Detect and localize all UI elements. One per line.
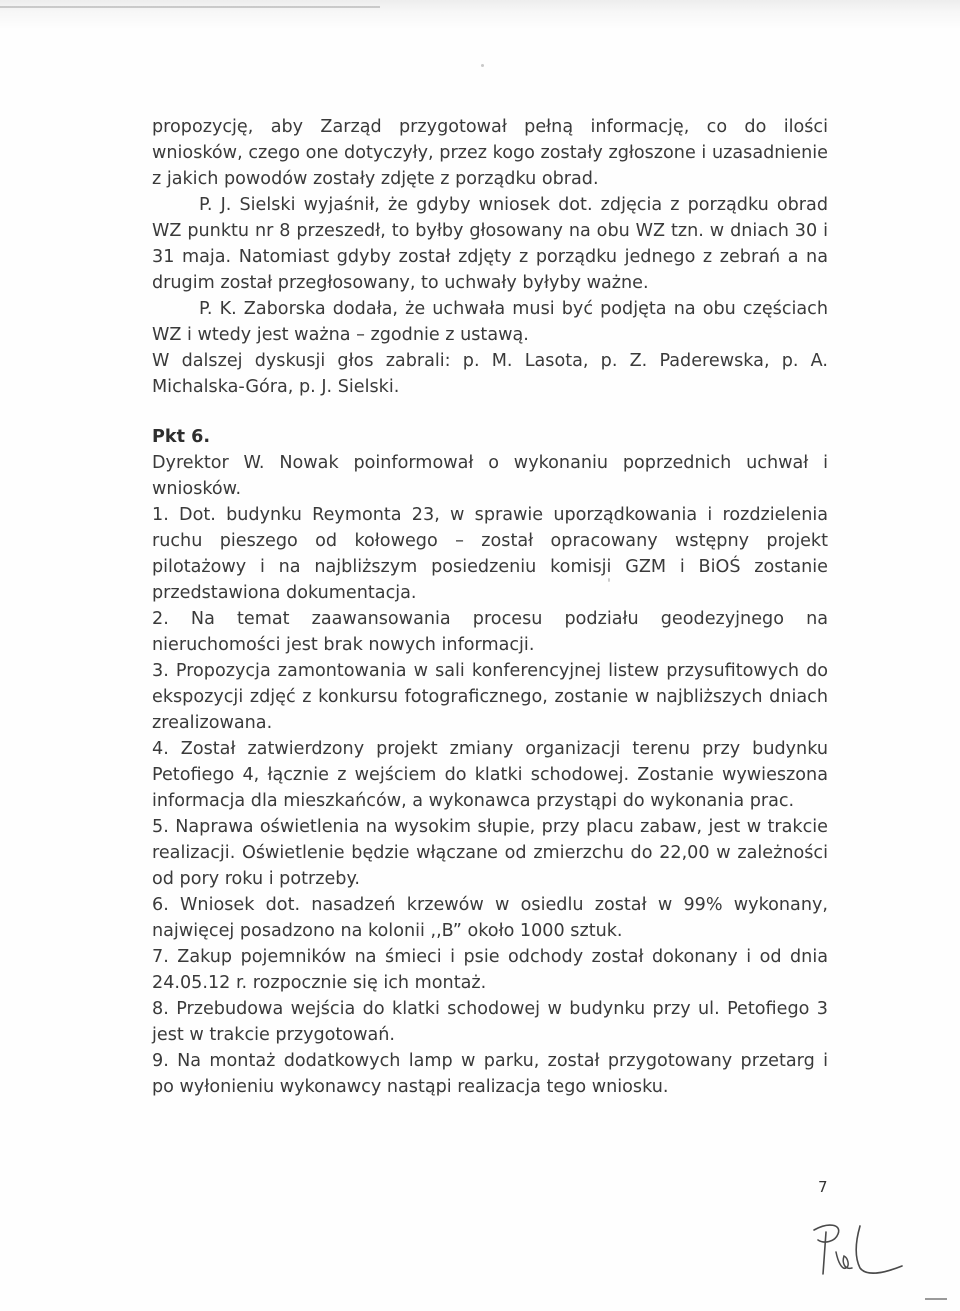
paragraph-zaborska-addition: P. K. Zaborska dodała, że uchwała musi być podjęta na obu częściach WZ i wtedy jest ważna – zgodnie z ustawą. (152, 299, 828, 345)
handwritten-initials (808, 1218, 908, 1280)
list-item-number: 7. (152, 947, 169, 967)
list-item (152, 736, 828, 814)
list-item-number: 5. (152, 817, 169, 837)
list-item-text: Został zatwierdzony projekt zmiany organizacji terenu przy budynku Petofiego 4, łącznie z wejściem do klatki schodowej. Zostanie wywieszona informacja dla mieszkańców, a wykonawca przystąpi do wykonania prac. (152, 739, 828, 811)
list-item (152, 502, 828, 606)
section-spacer (152, 400, 828, 424)
paragraph-sielski-explanation: P. J. Sielski wyjaśnił, że gdyby wniosek dot. zdjęcia z porządku obrad WZ punktu nr 8 przeszedł, to byłby głosowany na obu WZ tzn. w dniach 30 i 31 maja. Natomiast gdyby został zdjęty z porządku jednego z zebrań a na drugim został przegłosowany, to uchwały byłyby ważne. (152, 195, 828, 293)
list-item-text: Zakup pojemników na śmieci i psie odchody został dokonany i od dnia 24.05.12 r. rozpocznie się ich montaż. (152, 947, 828, 993)
list-item-text: Propozycja zamontowania w sali konferencyjnej listew przysufitowych do ekspozycji zdjęć z konkursu fotograficznego, zostanie w najbliższych dniach zrealizowana. (152, 661, 828, 733)
list-item-text: Przebudowa wejścia do klatki schodowej w budynku przy ul. Petofiego 3 jest w trakcie przygotowań. (152, 999, 828, 1045)
list-item-number: 6. (152, 895, 169, 915)
list-item-number: 4. (152, 739, 169, 759)
list-item-number: 2. (152, 609, 169, 629)
scan-edge-shadow (0, 0, 960, 30)
list-item (152, 1048, 828, 1100)
document-body (152, 114, 828, 1100)
list-item (152, 892, 828, 944)
list-item-text: Na temat zaawansowania procesu podziału geodezyjnego na nieruchomości jest brak nowych informacji. (152, 609, 829, 655)
list-item-number: 1. (152, 505, 169, 525)
list-item-text: Naprawa oświetlenia na wysokim słupie, przy placu zabaw, jest w trakcie realizacji. Oświetlenie będzie włączane od zmierzchu do 22,00 w zależności od pory roku i potrzeby. (152, 817, 828, 889)
paragraph-discussion-speakers: W dalszej dyskusji głos zabrali: p. M. Lasota, p. Z. Paderewska, p. A. Michalska-Góra, p. J. Sielski. (152, 351, 828, 397)
list-item-text: Wniosek dot. nasadzeń krzewów w osiedlu został w 99% wykonany, najwięcej posadzono na kolonii ,,B” około 1000 sztuk. (152, 895, 828, 941)
list-item (152, 606, 828, 658)
implementation-list (152, 502, 828, 1100)
list-item-number: 3. (152, 661, 169, 681)
section-heading: Pkt 6. (152, 427, 211, 447)
page-number: 7 (818, 1178, 828, 1196)
scan-artifact-line (0, 6, 380, 8)
list-item-text: Na montaż dodatkowych lamp w parku, został przygotowany przetarg i po wyłonieniu wykonawcy nastąpi realizacja tego wniosku. (152, 1051, 828, 1097)
scan-speck (481, 64, 484, 67)
paragraph-proposal: propozycję, aby Zarząd przygotował pełną informację, co do ilości wniosków, czego one dotyczyły, przez kogo zostały zgłoszone i uzasadnienie z jakich powodów zostały zdjęte z porządku obrad. (152, 117, 828, 189)
list-item-number: 8. (152, 999, 169, 1019)
scan-corner-mark (925, 1298, 947, 1300)
list-item (152, 658, 828, 736)
list-item (152, 996, 828, 1048)
list-item (152, 814, 828, 892)
list-item-text: Dot. budynku Reymonta 23, w sprawie uporządkowania i rozdzielenia ruchu pieszego od kołowego – został opracowany wstępny projekt pilotażowy i na najbliższym posiedzeniu komisji GZM i BiOŚ zostanie przedstawiona dokumentacja. (152, 505, 829, 603)
list-item (152, 944, 828, 996)
list-item-number: 9. (152, 1051, 169, 1071)
section-intro: Dyrektor W. Nowak poinformował o wykonaniu poprzednich uchwał i wniosków. (152, 453, 828, 499)
